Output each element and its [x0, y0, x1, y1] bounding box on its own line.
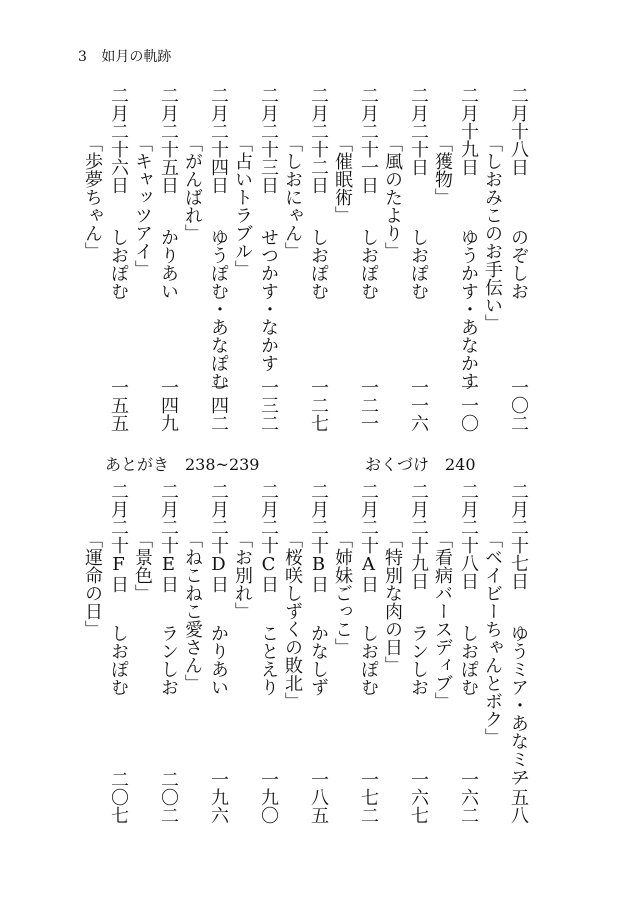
toc-page-number: 二〇七 [108, 770, 129, 824]
okuzuke-entry: おくづけ 240 [365, 455, 476, 474]
toc-date: 二月二十B日 [308, 482, 329, 593]
toc-page-number: 一一六 [408, 378, 429, 432]
toc-title: 「桜咲しずくの敗北」 [282, 530, 303, 710]
toc-page-number: 一九〇 [258, 770, 279, 824]
toc-title: 「占いトラブル」 [232, 134, 253, 278]
toc-author: しおぽむ [358, 228, 379, 300]
toc-author: のぞしお [508, 228, 529, 300]
toc-page-number: 一九六 [208, 770, 229, 824]
toc-author: かなしず [308, 624, 329, 696]
toc-date: 二月二十二日 [308, 86, 329, 194]
toc-title: 「ねこねこ愛さん」 [182, 530, 203, 692]
toc-title: 「キャッツアイ」 [132, 134, 153, 278]
toc-date: 二月二十C日 [258, 482, 279, 593]
toc-page-number: 一七二 [358, 770, 379, 824]
toc-title: 「がんばれ」 [182, 134, 203, 242]
toc-page-number: 一〇二 [508, 378, 529, 432]
toc-page-number: 一四二 [208, 378, 229, 432]
toc-date: 二月十八日 [508, 86, 529, 176]
toc-date: 二月二十一日 [358, 86, 379, 194]
toc-title: 「催眠術」 [332, 134, 353, 224]
toc-title: 「しおみこのお手伝い」 [482, 134, 503, 332]
toc-title: 「ベイビーちゃんとボク」 [482, 530, 503, 746]
toc-date: 二月二十D日 [208, 482, 229, 593]
toc-author: せつかす・なかす [258, 228, 279, 372]
toc-author: しおぽむ [358, 624, 379, 696]
toc-author: かりあい [208, 624, 229, 696]
toc-author: ゆうかす・あなかす [458, 228, 479, 390]
toc-author: ゆうぽむ・あなぽむ [208, 228, 229, 390]
toc-date: 二月二十八日 [458, 482, 479, 590]
toc-date: 二月二十日 [408, 86, 429, 176]
toc-page-number: 一一〇 [458, 378, 479, 432]
toc-title: 「お別れ」 [232, 530, 253, 620]
toc-page-number: 一六二 [458, 770, 479, 824]
toc-title: 「しおにゃん」 [282, 134, 303, 260]
toc-author: しおぽむ [408, 228, 429, 300]
toc-title: 「特別な肉の日」 [382, 530, 403, 674]
toc-author: ランしお [408, 624, 429, 696]
toc-title: 「景色」 [132, 530, 153, 602]
toc-author: ランしお [158, 624, 179, 696]
toc-author: ゆうミア・あなミア [508, 624, 529, 786]
toc-author: しおぽむ [108, 624, 129, 696]
toc-page-number: 一六七 [408, 770, 429, 824]
toc-title: 「歩夢ちゃん」 [82, 134, 103, 260]
toc-page-number: 一八五 [308, 770, 329, 824]
toc-page-number: 一五八 [508, 770, 529, 824]
book-title: 如月の軌跡 [101, 49, 172, 65]
toc-date: 二月二十六日 [108, 86, 129, 194]
toc-page-number: 一四九 [158, 378, 179, 432]
toc-title: 「姉妹ごっこ」 [332, 530, 353, 656]
toc-author: しおぽむ [108, 228, 129, 300]
toc-date: 二月二十A日 [358, 482, 379, 593]
toc-author: しおぽむ [308, 228, 329, 300]
toc-title: 「看病バースディブ」 [432, 530, 453, 710]
toc-date: 二月二十九日 [408, 482, 429, 590]
atogaki-entry: あとがき 238~239 [105, 455, 260, 474]
toc-date: 二月二十五日 [158, 86, 179, 194]
toc-author: ことえり [258, 624, 279, 696]
toc-page-number: 一二一 [358, 378, 379, 432]
toc-date: 二月二十四日 [208, 86, 229, 194]
toc-page-number: 一三二 [258, 378, 279, 432]
toc-date: 二月十九日 [458, 86, 479, 176]
toc-date: 二月二十F日 [108, 482, 129, 593]
toc-page-number: 二〇二 [158, 770, 179, 824]
toc-title: 「運命の日」 [82, 530, 103, 638]
toc-author: しおぽむ [458, 624, 479, 696]
toc-page-number: 一五五 [108, 378, 129, 432]
toc-page-number: 一二七 [308, 378, 329, 432]
toc-author: かりあい [158, 228, 179, 300]
toc-date: 二月二十七日 [508, 482, 529, 590]
page-number: 3 [78, 49, 87, 65]
running-header [78, 46, 171, 66]
toc-date: 二月二十E日 [158, 482, 179, 593]
toc-title: 「風のたより」 [382, 134, 403, 260]
toc-date: 二月二十三日 [258, 86, 279, 194]
toc-title: 「獲物」 [432, 134, 453, 206]
